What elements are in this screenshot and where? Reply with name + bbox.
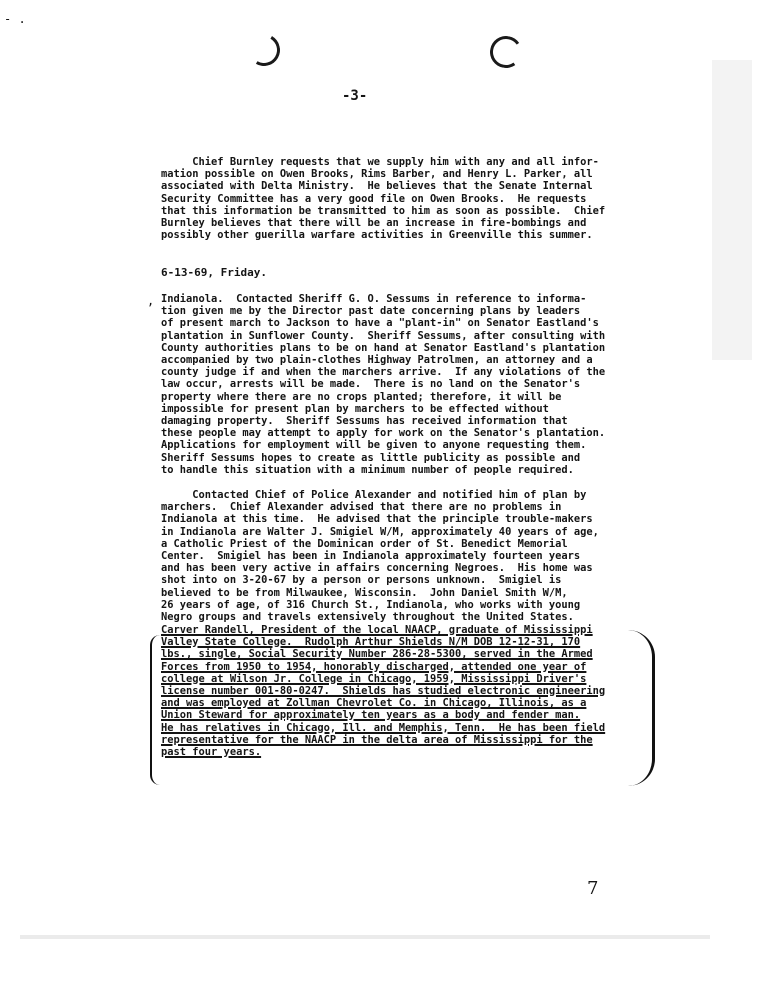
date-heading: 6-13-69, Friday. xyxy=(161,266,267,279)
punch-hole-left xyxy=(244,30,283,69)
paragraph-indianola: Indianola. Contacted Sheriff G. O. Sessums in reference to informa- tion given me by the Director past date concerning plans by leaders of present march to Jackson to have a "plant-in" on Senator Eastland's plantation in Sunflower County. Sheriff Sessums, after consulting with County authorities plans to be on hand at Senator Eastland's plantation accompanied by two plain-clothes Highway Patrolmen, an attorney and a county judge if and when the marchers arrive. If any violations of the law occur, arrests will be made. There is no land on the Senator's property where there are no crops planted; therefore, it will be impossible for present plan by marchers to be effected without damaging property. Sheriff Sessums has received information that these people may attempt to apply for work on the Senator's plantation. Applications for employment will be given to anyone requesting them. Sheriff Sessums hopes to create as little publicity as possible and to handle this situation with a minimum number of people required. xyxy=(161,293,606,476)
margin-tick: , xyxy=(147,294,155,308)
corner-mark: - . xyxy=(4,12,26,26)
margin-number: 7 xyxy=(587,878,599,899)
left-bracket-mark xyxy=(150,635,160,785)
paragraph-alexander: Contacted Chief of Police Alexander and notified him of plan by marchers. Chief Alexander advised that there are no problems in Indianola at this time. He advised that the principle trouble-makers in Indianola are Walter J. Smigiel W/M, approximately 40 years of age, a Catholic Priest of the Dominican order of St. Benedict Memorial Center. Smigiel has been in Indianola approximately fourteen years and has been very active in affairs concerning Negroes. His home was shot into on 3-20-67 by a person or persons unknown. Smigiel is believed to be from Milwaukee, Wisconsin. John Daniel Smith W/M, 26 years of age, of 316 Church St., Indianola, who works with young Negro groups and travels extensively throughout the United States. xyxy=(161,489,599,624)
page-number: -3- xyxy=(342,88,368,104)
bottom-noise xyxy=(20,935,710,939)
edge-noise xyxy=(712,60,752,360)
paragraph-burnley: Chief Burnley requests that we supply him with any and all infor- mation possible on Owen Brooks, Rims Barber, and Henry L. Parker, all associated with Delta Ministry. He believes that the Senate Internal Security Committee has a very good file on Owen Brooks. He requests that this information be transmitted to him as soon as possible. Chief Burnley believes that there will be an increase in fire-bombings and possibly other guerilla warfare activities in Greenville this summer. xyxy=(161,156,606,242)
punch-hole-right xyxy=(487,33,524,70)
paragraph-underlined: Carver Randell, President of the local NAACP, graduate of Mississippi Valley State College. Rudolph Arthur Shields N/M DOB 12-12-31, 170 lbs., single, Social Security Number 286-28-5300, served in the Armed Forces from 1950 to 1954, honorably discharged, attended one year of college at Wilson Jr. College in Chicago, 1959, Mississippi Driver's license number 001-80-0247. Shields has studied electronic engineering and was employed at Zollman Chevrolet Co. in Chicago, Illinois, as a Union Steward for approximately ten years as a body and fender man. He has relatives in Chicago, Ill. and Memphis, Tenn. He has been field representative for the NAACP in the delta area of Mississippi for the past four years. xyxy=(161,624,606,759)
right-bracket-mark xyxy=(628,630,655,786)
